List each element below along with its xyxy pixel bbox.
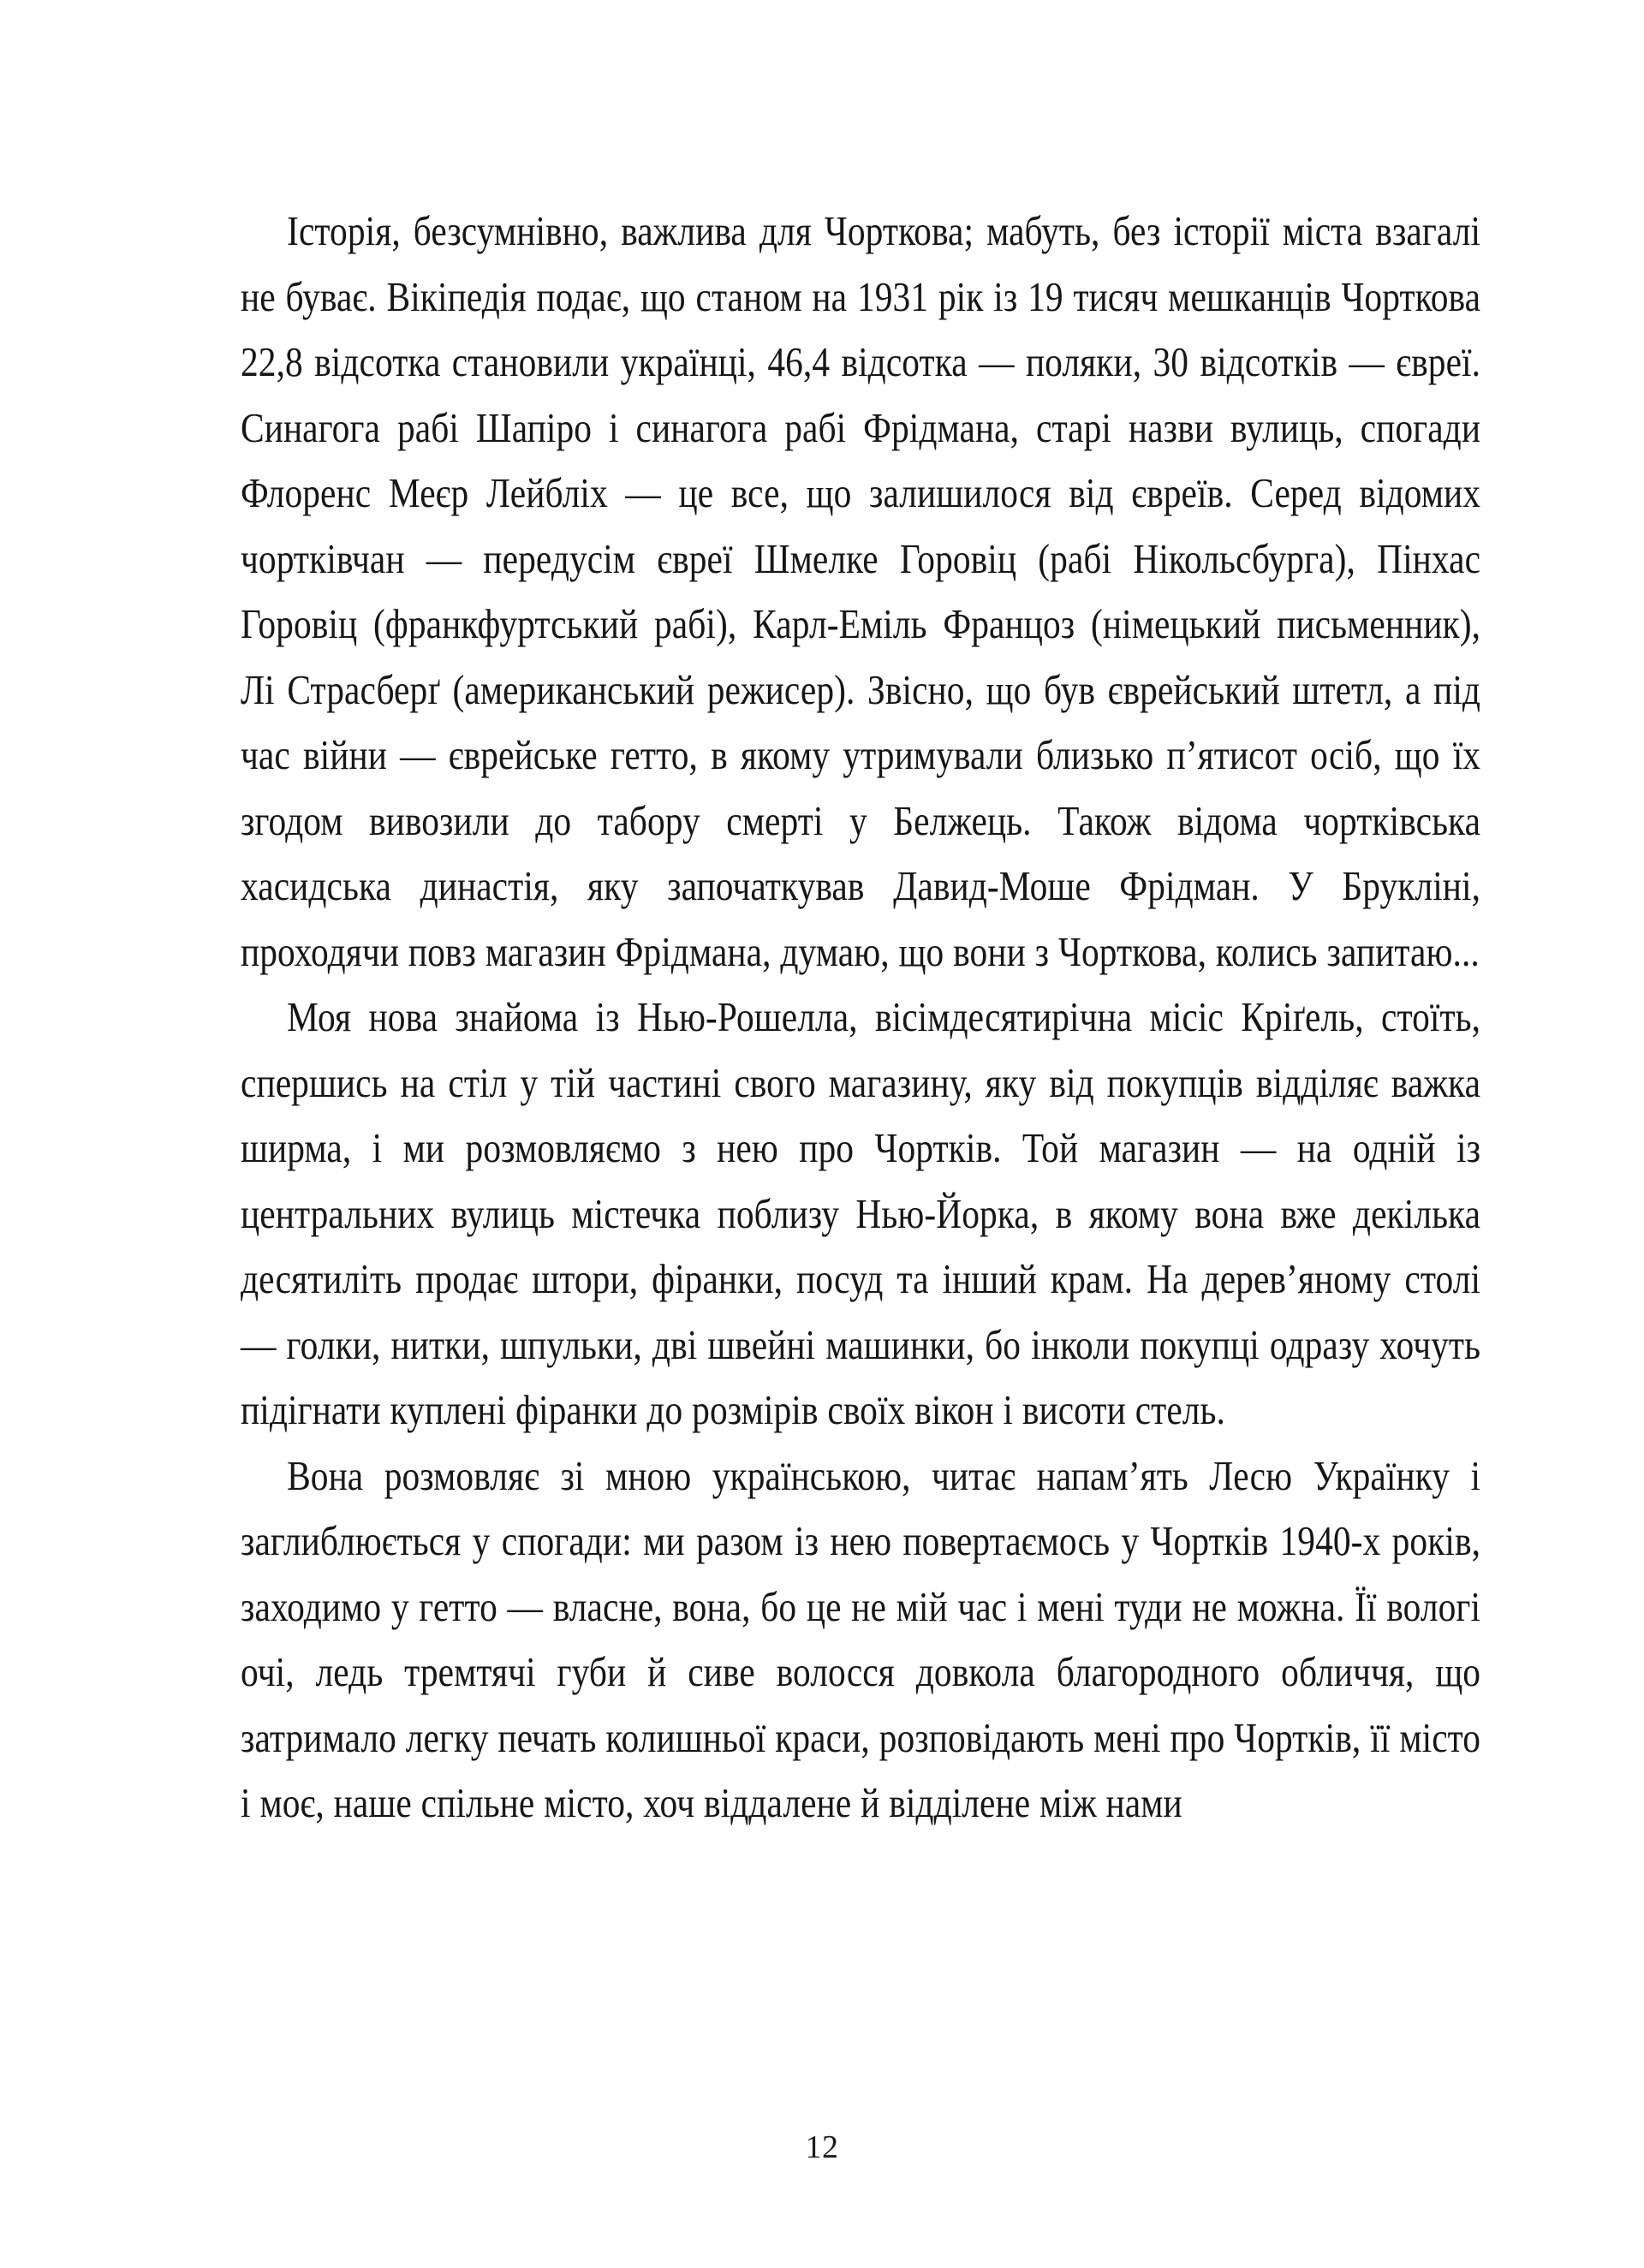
body-text-column — [241, 199, 1480, 1836]
paragraph-3: Вона розмовляє зі мною українською, читає напам’ять Лесю Українку і заглиблюється у спогади: ми разом із нею повертаємось у Чортків 1940-х років, заходимо у гетто — власне, вона, бо це не мій час і мені туди не можна. Її вологі очі, ледь тремтячі губи й сиве волосся довкола благородного обличчя, що затримало легку печать колишньої краси, розповідають мені про Чортків, її місто і моє, наше спільне місто, хоч віддалене й відділене між нами — [241, 1451, 1481, 1826]
page-number: 12 — [805, 2129, 839, 2165]
paragraph-2: Моя нова знайома із Нью-Рошелла, вісімдесятирічна місіс Кріґель, стоїть, спершись на стіл у тій частині свого магазину, яку від покупців відділяє важка ширма, і ми розмовляємо з нею про Чортків. Той магазин — на одній із центральних вулиць містечка поблизу Нью-Йорка, в якому вона вже декілька десятиліть продає штори, фіранки, посуд та інший крам. На дерев’яному столі — голки, нитки, шпульки, дві швейні машинки, бо інколи покупці одразу хочуть підігнати куплені фіранки до розмірів своїх вікон і висоти стель. — [241, 993, 1481, 1433]
paragraph-1: Історія, безсумнівно, важлива для Чорткова; мабуть, без історії міста взагалі не буває. Вікіпедія подає, що станом на 1931 рік із 19 тисяч мешканців Чорткова 22,8 відсотка становили українці, 46,4 відсотка — поляки, 30 відсотків — євреї. Синагога рабі Шапіро і синагога рабі Фрідмана, старі назви вулиць, спогади Флоренс Меєр Лейбліх — це все, що залишилося від євреїв. Серед відомих чортківчан — передусім євреї Шмелке Горовіц (рабі Нікольсбурга), Пінхас Горовіц (франкфуртський рабі), Карл-Еміль Францоз (німецький письменник), Лі Страсберґ (американський режисер). Звісно, що був єврейський штетл, а під час війни — єврейське гетто, в якому утримували близько п’ятисот осіб, що їх згодом вивозили до табору смерті у Белжець. Також відома чортківська хасидська династія, яку започаткував Давид-Моше Фрідман. У Брукліні, проходячи повз магазин Фрідмана, думаю, що вони з Чорткова, колись запитаю... — [241, 207, 1481, 975]
